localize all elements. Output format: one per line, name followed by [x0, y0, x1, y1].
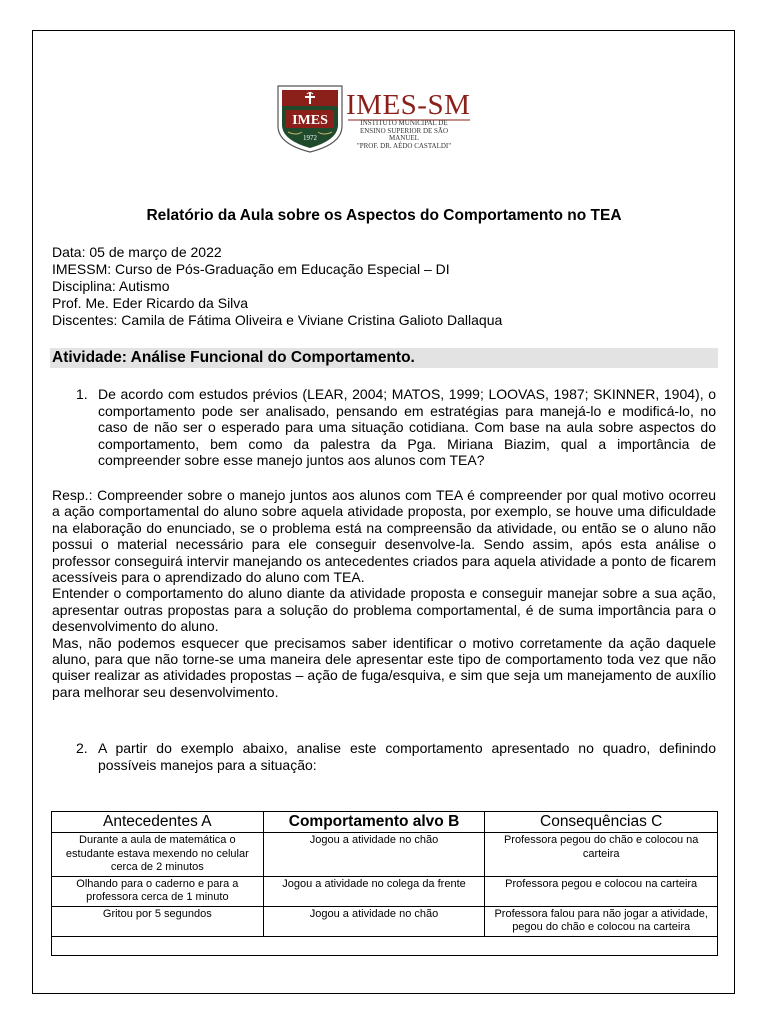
- logo-subtitle-line: ENSINO SUPERIOR DE SÃO MANUEL: [359, 126, 449, 142]
- table-cell: Jogou a atividade no chão: [263, 833, 485, 877]
- meta-students: Discentes: Camila de Fátima Oliveira e Viviane Cristina Galioto Dallaqua: [52, 312, 503, 328]
- table-row: [52, 906, 718, 936]
- table-cell: Jogou a atividade no colega da frente: [263, 876, 485, 906]
- meta-discipline: Disciplina: Autismo: [52, 278, 170, 294]
- table-cell: Olhando para o caderno e para a professora cerca de 1 minuto: [52, 876, 264, 906]
- question-1: [76, 386, 716, 469]
- table-header-consequencias: Consequências C: [485, 812, 718, 833]
- response-paragraph: Resp.: Compreender sobre o manejo juntos aos alunos com TEA é compreender por qual motivo ocorreu a ação comportamental do aluno sobre aquela atividade proposta, por exemplo, se houve uma dificuldade na elaboração do enunciado, se o problema está na compreensão da atividade, ou então se o aluno não possui o material necessário para ele conseguir desenvolve-la. Sendo assim, após esta análise o professor conseguirá intervir manejando os antecedentes criados para aquela atividade a ponto de ficarem acessíveis para o aprendizado do aluno com TEA.: [52, 487, 716, 586]
- meta-professor: Prof. Me. Eder Ricardo da Silva: [52, 295, 249, 311]
- response-paragraph: Entender o comportamento do aluno diante da atividade proposta e conseguir manejar sobre a sua ação, apresentar outras propostas para a solução do problema comportamental, é de suma importância para o desenvolvimento do aluno.: [52, 585, 716, 635]
- table-cell: Professora pegou e colocou na carteira: [485, 876, 718, 906]
- meta-course: IMESSM: Curso de Pós-Graduação em Educação Especial – DI: [52, 261, 450, 277]
- logo-subtitle: [348, 120, 460, 150]
- abc-table: [51, 811, 718, 956]
- response-block: [52, 487, 716, 700]
- table-cell: Jogou a atividade no chão: [263, 906, 485, 936]
- table-row: [52, 876, 718, 906]
- logo-shield-year: 1972: [303, 134, 317, 142]
- question-number: 2.: [76, 740, 88, 756]
- table-row: [52, 833, 718, 877]
- meta-block: [52, 244, 502, 329]
- document-title: Relatório da Aula sobre os Aspectos do Comportamento no TEA: [146, 207, 622, 224]
- table-cell: Gritou por 5 segundos: [52, 906, 264, 936]
- logo-subtitle-line: INSTITUTO MUNICIPAL DE: [360, 119, 448, 127]
- question-number: 1.: [76, 386, 88, 402]
- section-title: Atividade: Análise Funcional do Comportamento.: [50, 348, 718, 368]
- logo-name: IMES-SM: [346, 89, 471, 121]
- logo-text: [346, 90, 470, 150]
- response-paragraph: Mas, não podemos esquecer que precisamos saber identificar o motivo corretamente da ação daquele aluno, para que não torne-se uma maneira dele apresentar este tipo de comportamento toda vez que não quiser realizar as atividades propostas – ação de fuga/esquiva, e sim que seja um manejamento de auxílio para melhorar seu desenvolvimento.: [52, 634, 716, 700]
- question-2: [76, 740, 716, 773]
- question-text: De acordo com estudos prévios (LEAR, 2004; MATOS, 1999; LOOVAS, 1987; SKINNER, 1904), o comportamento pode ser analisado, pensando em estratégias para manejá-lo e modificá-lo, no caso de não ser o esperado para uma situação cotidiana. Com base na aula sobre aspectos do comportamento, bem como da palestra da Pga. Miriana Biazim, qual a importância de compreender sobre esse manejo juntos aos alunos com TEA?: [98, 386, 716, 468]
- logo-subtitle-line: "PROF. DR. AÉDO CASTALDI": [356, 141, 452, 150]
- table-cell: Professora falou para não jogar a atividade, pegou do chão e colocou na carteira: [485, 906, 718, 936]
- meta-date: Data: 05 de março de 2022: [52, 244, 222, 260]
- question-text: A partir do exemplo abaixo, analise este comportamento apresentado no quadro, definindo possíveis manejos para a situação:: [98, 740, 716, 773]
- table-header-comportamento: Comportamento alvo B: [263, 812, 485, 833]
- table-cell: Durante a aula de matemática o estudante estava mexendo no celular cerca de 2 minutos: [52, 833, 264, 877]
- table-cell: Professora pegou do chão e colocou na carteira: [485, 833, 718, 877]
- table-header-row: [52, 812, 718, 833]
- table-header-antecedentes: Antecedentes A: [52, 812, 264, 833]
- logo-shield-text: IMES: [292, 113, 328, 128]
- table-cell-empty: [52, 936, 718, 955]
- table-row-empty: [52, 936, 718, 955]
